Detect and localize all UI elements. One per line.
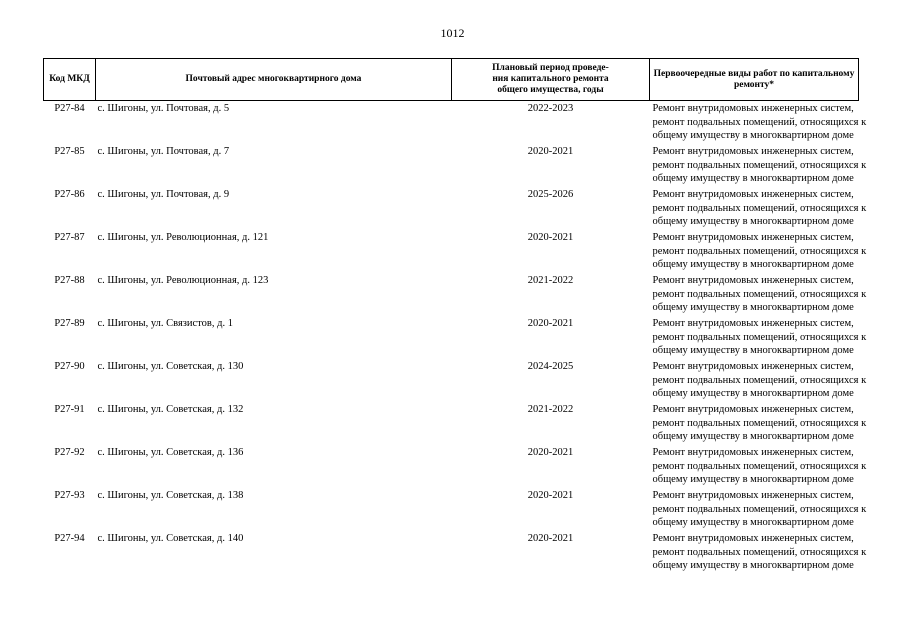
- row-period: 2024-2025: [527, 361, 574, 372]
- table-row: [44, 403, 859, 446]
- row-code: Р27-88: [54, 275, 85, 286]
- header-row: [44, 59, 859, 101]
- row-works: [650, 403, 867, 446]
- row-code: Р27-84: [54, 103, 85, 114]
- row-works-line: общему имуществу в многоквартирном доме: [652, 517, 854, 528]
- row-code: Р27-91: [54, 404, 85, 415]
- row-works: [650, 188, 867, 231]
- row-works: [650, 532, 867, 575]
- row-works-line: общему имуществу в многоквартирном доме: [652, 474, 854, 485]
- row-works-line: ремонт подвальных помещений, относящихся к: [652, 460, 867, 472]
- row-works: [650, 489, 867, 532]
- row-address: с. Шигоны, ул. Советская, д. 136: [97, 447, 244, 458]
- row-works: [650, 231, 867, 274]
- header-period: [452, 59, 650, 101]
- row-address: с. Шигоны, ул. Советская, д. 138: [97, 490, 244, 501]
- row-works-line: общему имуществу в многоквартирном доме: [652, 173, 854, 184]
- table-header: [44, 59, 859, 101]
- row-code: Р27-86: [54, 189, 85, 200]
- row-works-line: ремонт подвальных помещений, относящихся к: [652, 202, 867, 214]
- row-period: 2020-2021: [527, 447, 574, 458]
- header-address: Почтовый адрес многоквартирного дома: [96, 59, 452, 101]
- header-code: Код МКД: [44, 59, 96, 101]
- row-works-line: ремонт подвальных помещений, относящихся к: [652, 374, 867, 386]
- row-works-line: общему имуществу в многоквартирном доме: [652, 560, 854, 571]
- row-works-line: Ремонт внутридомовых инженерных систем,: [652, 361, 854, 372]
- table-row: [44, 274, 859, 317]
- row-works-line: общему имуществу в многоквартирном доме: [652, 431, 854, 442]
- row-works-line: общему имуществу в многоквартирном доме: [652, 130, 854, 141]
- row-works-line: Ремонт внутридомовых инженерных систем,: [652, 232, 854, 243]
- row-works-line: Ремонт внутридомовых инженерных систем,: [652, 318, 854, 329]
- row-code: Р27-92: [54, 447, 85, 458]
- row-address: с. Шигоны, ул. Советская, д. 140: [97, 533, 244, 544]
- table-row: [44, 532, 859, 575]
- row-works-line: Ремонт внутридомовых инженерных систем,: [652, 404, 854, 415]
- row-works-line: ремонт подвальных помещений, относящихся к: [652, 288, 867, 300]
- row-works-line: общему имуществу в многоквартирном доме: [652, 259, 854, 270]
- table-row: [44, 360, 859, 403]
- row-address: с. Шигоны, ул. Советская, д. 130: [97, 361, 244, 372]
- row-address: с. Шигоны, ул. Почтовая, д. 9: [97, 189, 230, 200]
- header-period-line: ния капитального ремонта: [492, 74, 609, 84]
- row-works-line: ремонт подвальных помещений, относящихся к: [652, 417, 867, 429]
- row-works-line: ремонт подвальных помещений, относящихся к: [652, 546, 867, 558]
- row-works-line: Ремонт внутридомовых инженерных систем,: [652, 447, 854, 458]
- row-works: [650, 101, 867, 146]
- row-works-line: ремонт подвальных помещений, относящихся к: [652, 159, 867, 171]
- row-address: с. Шигоны, ул. Связистов, д. 1: [97, 318, 233, 329]
- row-code: Р27-90: [54, 361, 85, 372]
- row-works-line: ремонт подвальных помещений, относящихся к: [652, 331, 867, 343]
- table-row: [44, 231, 859, 274]
- row-works-line: Ремонт внутридомовых инженерных систем,: [652, 533, 854, 544]
- header-works-line: ремонту*: [733, 79, 775, 90]
- row-works-line: Ремонт внутридомовых инженерных систем,: [652, 275, 854, 286]
- row-works-line: Ремонт внутридомовых инженерных систем,: [652, 103, 854, 114]
- row-works: [650, 274, 867, 317]
- page-number: 1012: [440, 26, 465, 40]
- table-row: [44, 489, 859, 532]
- row-period: 2025-2026: [527, 189, 574, 200]
- row-period: 2020-2021: [527, 490, 574, 501]
- row-works-line: общему имуществу в многоквартирном доме: [652, 216, 854, 227]
- row-address: с. Шигоны, ул. Почтовая, д. 5: [97, 103, 230, 114]
- header-period-line: общего имущества, годы: [497, 85, 604, 95]
- table-row: [44, 446, 859, 489]
- row-works-line: Ремонт внутридомовых инженерных систем,: [652, 146, 854, 157]
- row-works: [650, 446, 867, 489]
- row-works-line: ремонт подвальных помещений, относящихся к: [652, 245, 867, 257]
- header-works: [650, 59, 859, 101]
- row-works: [650, 145, 867, 188]
- row-address: с. Шигоны, ул. Советская, д. 132: [97, 404, 244, 415]
- row-code: Р27-89: [54, 318, 85, 329]
- row-period: 2020-2021: [527, 533, 574, 544]
- row-works-line: общему имуществу в многоквартирном доме: [652, 302, 854, 313]
- table-row: [44, 101, 859, 146]
- row-period: 2022-2023: [527, 103, 574, 114]
- row-code: Р27-87: [54, 232, 85, 243]
- row-address: с. Шигоны, ул. Почтовая, д. 7: [97, 146, 230, 157]
- row-period: 2021-2022: [527, 404, 574, 415]
- row-works-line: общему имуществу в многоквартирном доме: [652, 345, 854, 356]
- row-works-line: Ремонт внутридомовых инженерных систем,: [652, 490, 854, 501]
- row-works: [650, 360, 867, 403]
- row-period: 2020-2021: [527, 146, 574, 157]
- row-address: с. Шигоны, ул. Революционная, д. 121: [97, 232, 269, 243]
- table-row: [44, 145, 859, 188]
- row-code: Р27-93: [54, 490, 85, 501]
- header-period-line: Плановый период проведе-: [492, 63, 609, 73]
- row-works-line: ремонт подвальных помещений, относящихся к: [652, 116, 867, 128]
- row-code: Р27-94: [54, 533, 85, 544]
- row-works-line: общему имуществу в многоквартирном доме: [652, 388, 854, 399]
- table-row: [44, 188, 859, 231]
- row-period: 2020-2021: [527, 318, 574, 329]
- table-row: [44, 317, 859, 360]
- row-period: 2021-2022: [527, 275, 574, 286]
- row-works-line: ремонт подвальных помещений, относящихся к: [652, 503, 867, 515]
- row-code: Р27-85: [54, 146, 85, 157]
- row-works-line: Ремонт внутридомовых инженерных систем,: [652, 189, 854, 200]
- row-works: [650, 317, 867, 360]
- row-address: с. Шигоны, ул. Революционная, д. 123: [97, 275, 269, 286]
- capital-repair-table: [43, 58, 867, 575]
- header-works-line: Первоочередные виды работ по капитальному: [653, 68, 855, 79]
- row-period: 2020-2021: [527, 232, 574, 243]
- table-body: [44, 101, 867, 576]
